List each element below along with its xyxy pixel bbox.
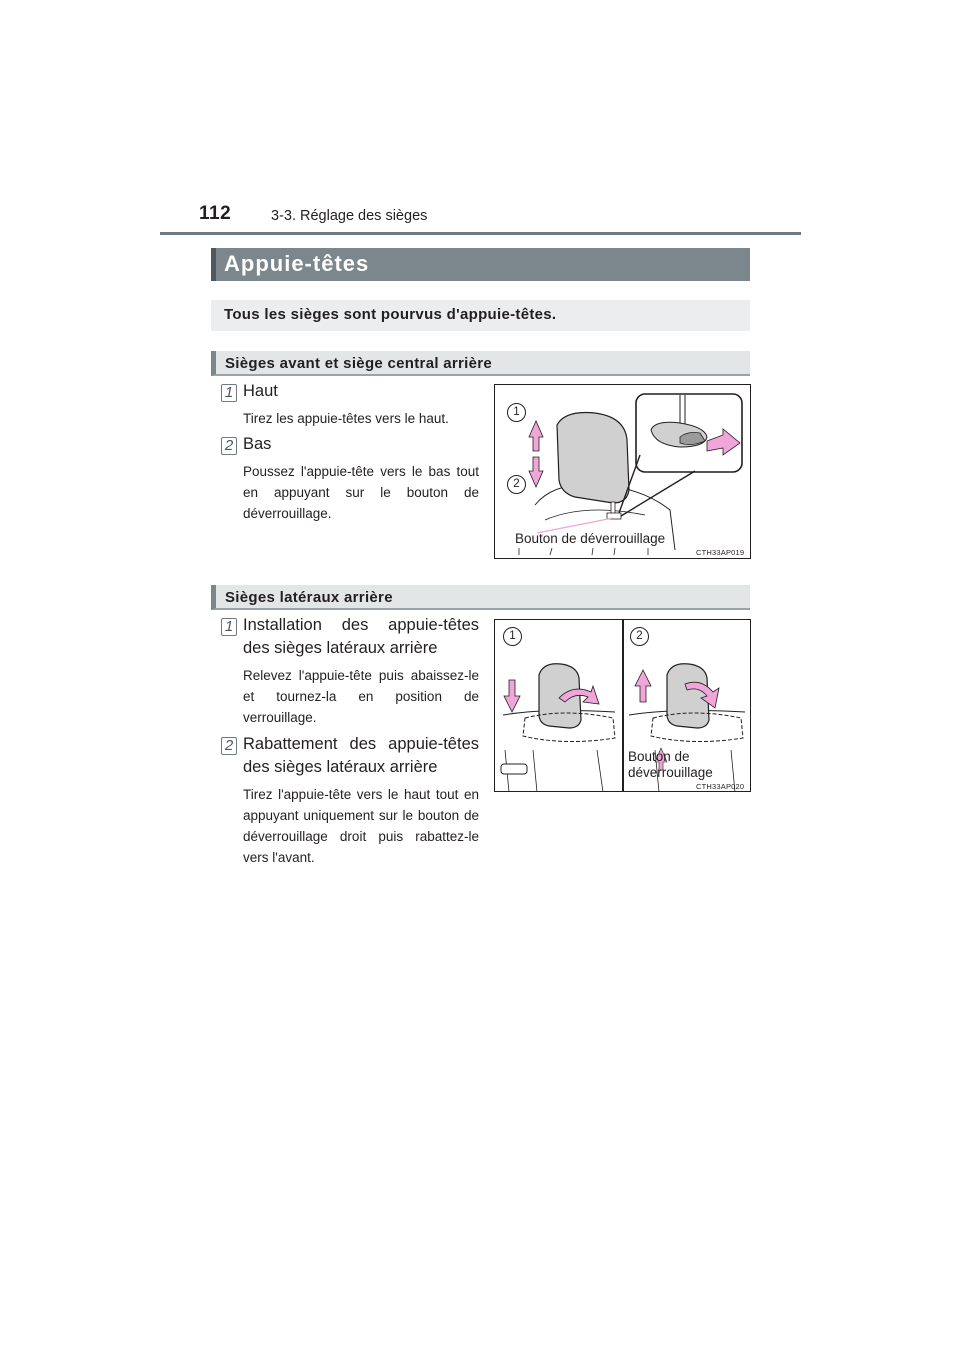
page-title-bar (211, 248, 750, 281)
release-button-label (628, 749, 713, 781)
release-button-label-line2: déverrouillage (628, 765, 713, 780)
section-heading-front (211, 351, 750, 376)
callout-1: 1 (507, 403, 526, 422)
callout-2: 2 (630, 627, 649, 646)
release-button-label-line1: Bouton de (628, 749, 690, 764)
section-heading-rear-side (211, 585, 750, 610)
page-title: Appuie-têtes (224, 251, 370, 276)
header-rule (160, 232, 801, 235)
item-body: Poussez l'appuie-tête vers le bas tout en appuyant sur le bouton de déverrouillage. (243, 464, 479, 521)
intro-text: Tous les sièges sont pourvus d'appuie-têtes. (224, 306, 557, 323)
item-title: Haut (243, 382, 278, 400)
figure-rear-headrest (494, 619, 751, 792)
item-body: Tirez l'appuie-tête vers le haut tout en appuyant uniquement sur le bouton de déverrouillage droit puis rabattez-le vers l'avant. (243, 787, 479, 865)
release-button-label: Bouton de déverrouillage (515, 531, 666, 546)
figure-code: CTH33AP019 (696, 548, 745, 557)
callout-2: 2 (507, 475, 526, 494)
item-number: 1 (221, 618, 237, 636)
item-title: Installation des appuie-têtes des sièges latéraux arrière (243, 616, 479, 657)
section-heading-text: Sièges latéraux arrière (225, 589, 393, 606)
item-number: 1 (221, 384, 237, 402)
callout-1: 1 (503, 627, 522, 646)
item-body: Tirez les appuie-têtes vers le haut. (243, 411, 449, 426)
intro-box (211, 300, 750, 331)
item-number: 2 (221, 737, 237, 755)
page-number: 112 (199, 203, 232, 224)
figure-code: CTH33AP020 (696, 782, 745, 791)
section-heading-text: Sièges avant et siège central arrière (225, 355, 493, 372)
item-title: Rabattement des appuie-têtes des sièges latéraux arrière (243, 735, 479, 776)
item-body: Relevez l'appuie-tête puis abaissez-le et tournez-la en position de verrouillage. (243, 668, 479, 725)
figure-front-headrest (494, 384, 751, 559)
chapter-title: 3-3. Réglage des sièges (271, 208, 428, 224)
item-title: Bas (243, 435, 272, 453)
item-number: 2 (221, 437, 237, 455)
